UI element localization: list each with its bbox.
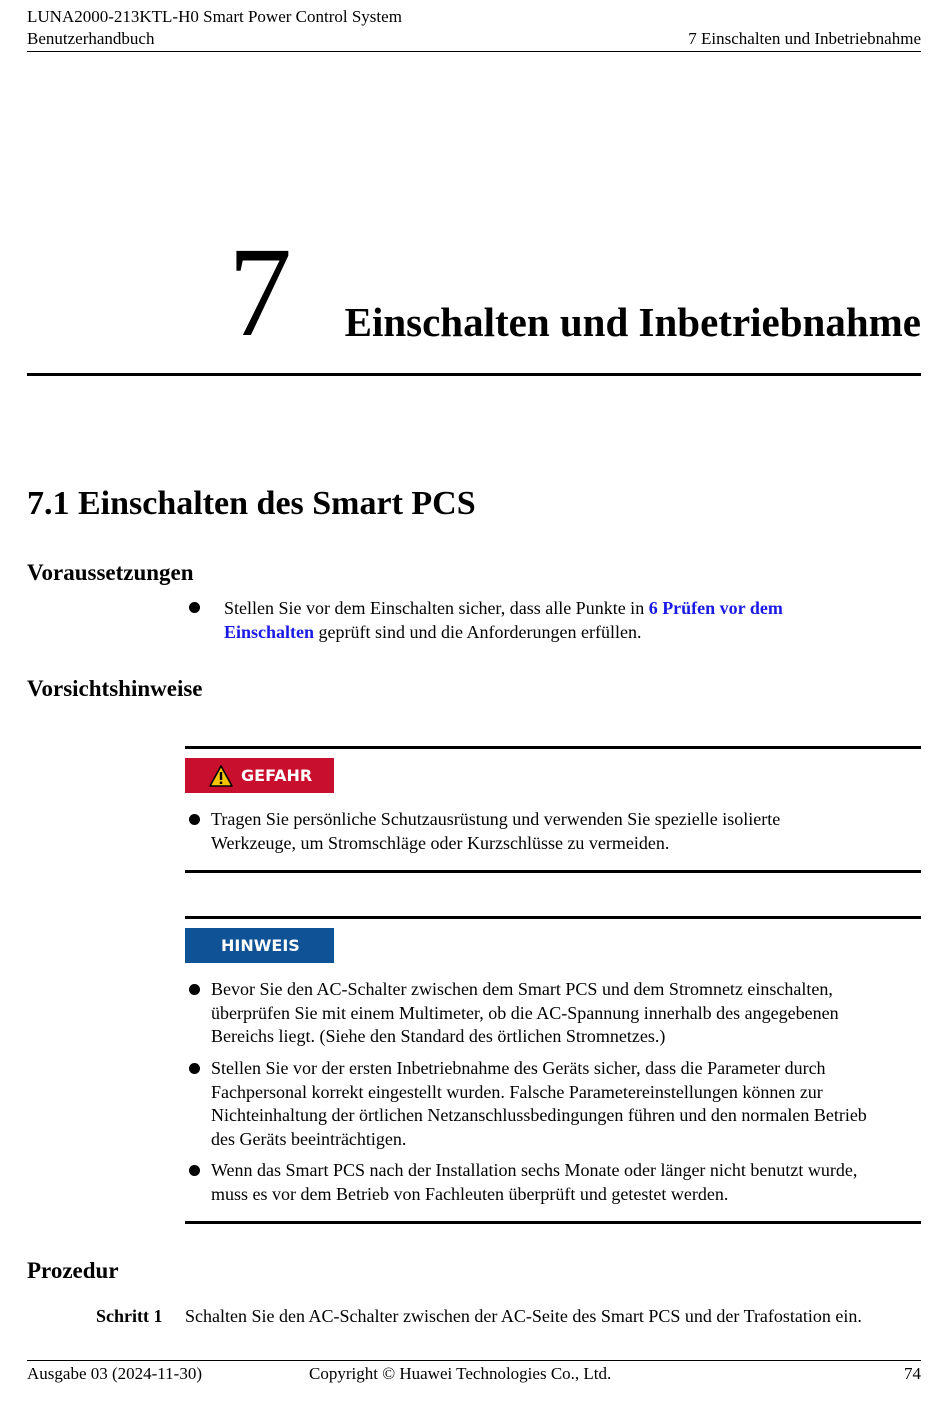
header-product: LUNA2000-213KTL-H0 Smart Power Control System	[27, 7, 402, 26]
prerequisite-line-2	[224, 621, 924, 645]
notice-item-line: muss es vor dem Betrieb von Fachleuten überprüft und getestet werden.	[211, 1183, 729, 1204]
chapter-title: Einschalten und Inbetriebnahme	[344, 299, 921, 345]
prerequisites-heading: Voraussetzungen	[27, 560, 194, 585]
notice-item-line: Bereichs liegt. (Siehe den Standard des örtlichen Stromnetzes.)	[211, 1026, 666, 1046]
prerequisite-text-before: Stellen Sie vor dem Einschalten sicher, dass alle Punkte in	[224, 598, 649, 618]
section-title: 7.1 Einschalten des Smart PCS	[27, 485, 476, 522]
notice-tag	[185, 928, 334, 963]
notice-item-2	[211, 1057, 867, 1151]
notice-top-rule	[185, 916, 921, 919]
danger-label: GEFAHR	[241, 766, 313, 785]
bullet-icon	[189, 1063, 200, 1074]
procedure-heading: Prozedur	[27, 1258, 119, 1283]
prerequisite-line-1	[224, 597, 924, 621]
bullet-icon	[189, 1165, 200, 1176]
notice-item-line: Fachpersonal korrekt eingestellt wurden. Falsche Parametereinstellungen können zur	[211, 1081, 823, 1102]
warning-triangle-icon	[209, 765, 233, 787]
notice-item-line: überprüfen Sie mit einem Multimeter, ob die AC-Spannung innerhalb des angegebenen	[211, 1002, 839, 1023]
precautions-heading: Vorsichtshinweise	[27, 676, 203, 701]
chapter-rule	[27, 373, 921, 376]
footer-issue: Ausgabe 03 (2024-11-30)	[27, 1364, 202, 1383]
bullet-icon	[189, 602, 200, 613]
prerequisite-link-part-2[interactable]: Einschalten	[224, 621, 315, 642]
bullet-icon	[189, 814, 200, 825]
bullet-icon	[189, 984, 200, 995]
danger-bottom-rule	[185, 870, 921, 873]
notice-item-line: Bevor Sie den AC-Schalter zwischen dem Smart PCS und dem Stromnetz einschalten,	[211, 979, 833, 999]
notice-item-3	[211, 1159, 857, 1206]
notice-item-1	[211, 978, 839, 1049]
danger-item	[211, 808, 780, 855]
header-chapter-ref: 7 Einschalten und Inbetriebnahme	[688, 29, 921, 48]
danger-top-rule	[185, 746, 921, 749]
notice-item-line: Wenn das Smart PCS nach der Installation sechs Monate oder länger nicht benutzt wurde,	[211, 1160, 858, 1180]
notice-item-line: Nichteinhaltung der örtlichen Netzanschlussbedingungen führen und den normalen Betrieb	[211, 1105, 867, 1125]
header-doc-type: Benutzerhandbuch	[27, 29, 155, 48]
footer-rule	[27, 1360, 921, 1361]
prerequisite-link-part-1[interactable]: 6 Prüfen vor dem	[648, 598, 783, 618]
danger-item-line: Tragen Sie persönliche Schutzausrüstung und verwenden Sie spezielle isolierte	[211, 809, 781, 829]
step-text: Schalten Sie den AC-Schalter zwischen der AC-Seite des Smart PCS und der Trafostation ein.	[185, 1306, 862, 1326]
step-label: Schritt 1	[96, 1306, 163, 1326]
prerequisite-text-after: geprüft sind und die Anforderungen erfüllen.	[314, 621, 642, 642]
footer-page-number: 74	[904, 1364, 921, 1383]
notice-item-line: des Geräts beeinträchtigen.	[211, 1128, 407, 1149]
notice-bottom-rule	[185, 1221, 921, 1224]
footer-copyright: Copyright © Huawei Technologies Co., Ltd.	[309, 1364, 612, 1383]
chapter-number: 7	[228, 221, 292, 363]
danger-item-line: Werkzeuge, um Stromschläge oder Kurzschlüsse zu vermeiden.	[211, 832, 670, 853]
prerequisite-item	[224, 597, 924, 644]
danger-tag	[185, 758, 334, 793]
notice-item-line: Stellen Sie vor der ersten Inbetriebnahme des Geräts sicher, dass die Parameter durch	[211, 1058, 826, 1078]
header-rule	[27, 51, 921, 52]
notice-label: HINWEIS	[221, 936, 300, 955]
